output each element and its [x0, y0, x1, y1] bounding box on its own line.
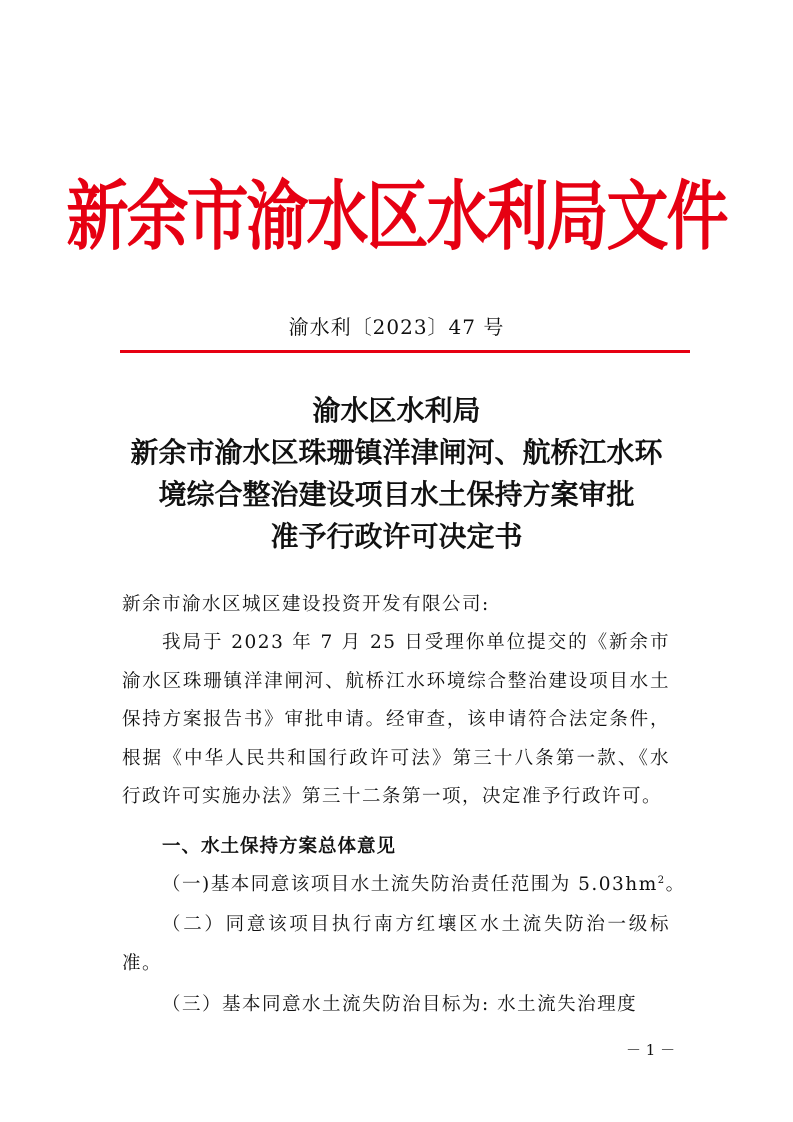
title-line-issuer: 渝水区水利局	[312, 394, 481, 427]
list-item-1	[122, 866, 686, 905]
title-line-decision: 准予行政许可决定书	[270, 520, 523, 553]
document-number: 渝水利〔2023〕47 号	[288, 315, 505, 339]
list-item-2: （二）同意该项目执行南方红壤区水土流失防治一级标准。	[122, 914, 670, 974]
area-unit-superscript: 2	[657, 874, 666, 886]
page-number: － 1 －	[626, 1041, 676, 1059]
title-line-project-1: 新余市渝水区珠珊镇洋津闸河、航桥江水环	[130, 436, 663, 469]
list-item-1-text: （一)基本同意该项目水土流失防治责任范围为 5.03hm	[162, 874, 658, 895]
body-paragraph-1: 我局于 2023 年 7 月 25 日受理你单位提交的《新余市渝水区珠珊镇洋津闸河、航桥江水环境综合整治建设项目水土保持方案报告书》审批申请。经审查，该申请符合法定条件，根据《中华人民共和国行政许可法》第三十八条第一款、《水行政许可实施办法》第三十二条第一项，决定准予行政许可。	[122, 632, 670, 807]
list-item-1-end: 。	[665, 874, 686, 895]
document-masthead: 新余市渝水区水利局文件	[66, 171, 727, 261]
title-line-project-2: 境综合整治建设项目水土保持方案审批	[158, 478, 635, 511]
list-item-3: （三）基本同意水土流失防治目标为: 水土流失治理度	[162, 994, 638, 1015]
document-title	[0, 390, 793, 558]
red-divider-line	[120, 350, 690, 353]
addressee: 新余市渝水区城区建设投资开发有限公司:	[122, 594, 490, 615]
section-heading-1: 一、水土保持方案总体意见	[162, 836, 397, 857]
